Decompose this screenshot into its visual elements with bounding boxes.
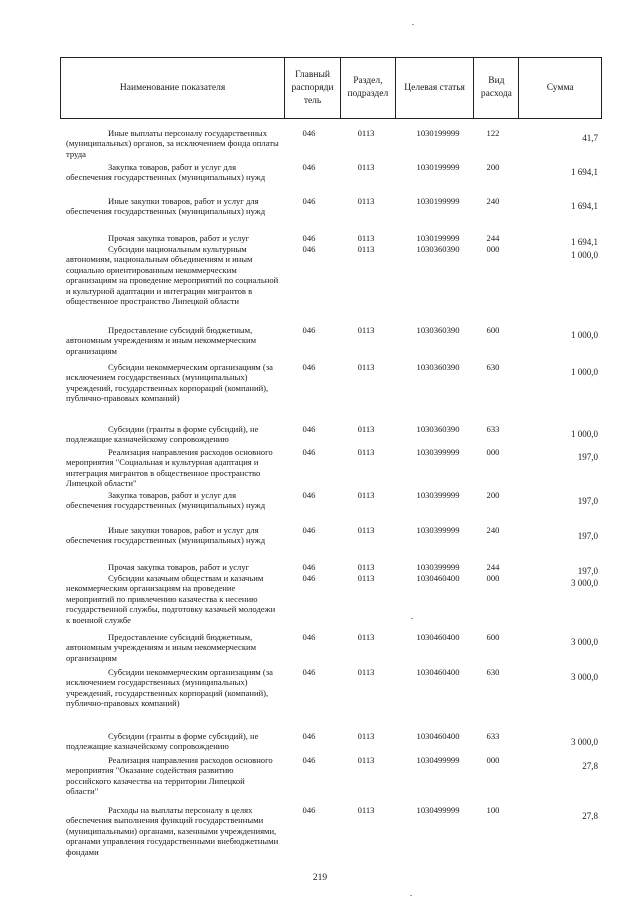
row-vid: 240 [486,196,500,206]
row-summa: 1 000,0 [571,250,598,260]
row-vid: 000 [486,244,500,254]
row-celevaya: 1030460400 [416,667,460,677]
row-celevaya: 1030199999 [416,128,460,138]
row-celevaya: 1030199999 [416,196,460,206]
row-vid: 630 [486,362,500,372]
row-celevaya: 1030360390 [416,362,460,372]
row-summa: 1 694,1 [571,237,598,247]
header-glavny: Главный распоряди тель [285,58,341,118]
row-name: Субсидии некоммерческим организациям (за исключением государственных (муниципальных) учреждений, государственных корпораций (компаний), публично-правовых компаний) [66,362,273,404]
header-razdel: Раздел, подраздел [341,58,396,118]
row-celevaya: 1030460400 [416,632,460,642]
row-razdel: 0113 [357,196,375,206]
row-glavny: 046 [302,667,316,677]
row-vid: 000 [486,755,500,765]
row-summa: 197,0 [577,566,598,576]
row-vid: 600 [486,325,500,335]
row-razdel: 0113 [357,424,375,434]
row-glavny: 046 [302,573,316,583]
row-glavny: 046 [302,424,316,434]
row-razdel: 0113 [357,755,375,765]
row-celevaya: 1030199999 [416,233,460,243]
row-summa: 3 000,0 [571,672,598,682]
row-summa: 1 000,0 [571,429,598,439]
row-summa: 197,0 [577,452,598,462]
row-celevaya: 1030460400 [416,573,460,583]
row-celevaya: 1030360390 [416,325,460,335]
page-number: 219 [312,873,328,883]
row-name: Субсидии некоммерческим организациям (за исключением государственных (муниципальных) учреждений, государственных корпораций (компаний), публично-правовых компаний) [66,667,273,709]
row-summa: 3 000,0 [571,637,598,647]
row-summa: 1 694,1 [571,167,598,177]
row-name: Иные выплаты персоналу государственных (муниципальных) органов, за исключением фонда оплаты труда [66,128,279,159]
row-summa: 197,0 [577,496,598,506]
header-vid: Вид расхода [474,58,519,118]
row-name: Расходы на выплаты персоналу в целях обеспечения выполнения функций государственными (муниципальными) органами, казенными учреждениями, органами управления государственными внебюджетными фондами [66,805,279,857]
row-summa: 197,0 [577,531,598,541]
scan-speck [412,24,414,25]
row-glavny: 046 [302,731,316,741]
row-glavny: 046 [302,805,316,815]
row-razdel: 0113 [357,162,375,172]
row-summa: 1 000,0 [571,330,598,340]
row-glavny: 046 [302,632,316,642]
row-razdel: 0113 [357,805,375,815]
row-name: Субсидии (гранты в форме субсидий), не подлежащие казначейскому сопровождению [66,731,259,752]
row-summa: 3 000,0 [571,737,598,747]
row-razdel: 0113 [357,573,375,583]
row-celevaya: 1030399999 [416,562,460,572]
row-name: Реализация направления расходов основного мероприятия "Оказание содействия развитию российского казачества на территории Липецкой области" [66,755,273,797]
row-vid: 633 [486,424,500,434]
row-celevaya: 1030399999 [416,525,460,535]
row-razdel: 0113 [357,325,375,335]
table-header [60,57,602,119]
row-razdel: 0113 [357,233,375,243]
row-razdel: 0113 [357,562,375,572]
row-vid: 000 [486,573,500,583]
row-name: Предоставление субсидий бюджетным, автономным учреждениям и иным некоммерческим организациям [66,632,257,663]
row-glavny: 046 [302,447,316,457]
row-vid: 240 [486,525,500,535]
row-razdel: 0113 [357,244,375,254]
row-glavny: 046 [302,128,316,138]
header-name: Наименование показателя [61,58,285,118]
row-razdel: 0113 [357,525,375,535]
row-vid: 630 [486,667,500,677]
row-summa: 27,8 [582,811,598,821]
row-glavny: 046 [302,325,316,335]
scan-speck [410,895,412,896]
row-vid: 100 [486,805,500,815]
row-glavny: 046 [302,562,316,572]
row-summa: 41,7 [582,133,598,143]
header-summa: Сумма [546,82,574,93]
row-celevaya: 1030399999 [416,490,460,500]
row-name: Предоставление субсидий бюджетным, автономным учреждениям и иным некоммерческим организациям [66,325,257,356]
row-celevaya: 1030499999 [416,805,460,815]
row-vid: 600 [486,632,500,642]
row-name: Прочая закупка товаров, работ и услуг [108,233,250,243]
row-celevaya: 1030360390 [416,244,460,254]
row-vid: 122 [486,128,500,138]
row-razdel: 0113 [357,447,375,457]
row-summa: 3 000,0 [571,578,598,588]
row-glavny: 046 [302,244,316,254]
row-glavny: 046 [302,755,316,765]
row-celevaya: 1030360390 [416,424,460,434]
row-vid: 000 [486,447,500,457]
row-celevaya: 1030199999 [416,162,460,172]
row-vid: 244 [486,562,500,572]
row-razdel: 0113 [357,490,375,500]
row-name: Иные закупки товаров, работ и услуг для обеспечения государственных (муниципальных) нужд [66,525,266,546]
row-razdel: 0113 [357,362,375,372]
row-name: Закупка товаров, работ и услуг для обеспечения государственных (муниципальных) нужд [66,490,266,511]
row-vid: 244 [486,233,500,243]
row-vid: 633 [486,731,500,741]
row-razdel: 0113 [357,632,375,642]
row-razdel: 0113 [357,128,375,138]
row-glavny: 046 [302,233,316,243]
row-summa: 27,8 [582,761,598,771]
row-celevaya: 1030499999 [416,755,460,765]
row-vid: 200 [486,162,500,172]
row-summa: 1 694,1 [571,201,598,211]
row-razdel: 0113 [357,731,375,741]
row-name: Закупка товаров, работ и услуг для обеспечения государственных (муниципальных) нужд [66,162,266,183]
row-celevaya: 1030399999 [416,447,460,457]
scan-speck [411,618,413,619]
row-name: Реализация направления расходов основного мероприятия "Социальная и культурная адаптация и интеграция мигрантов в общественное пространство Липецкой области" [66,447,273,489]
row-celevaya: 1030460400 [416,731,460,741]
row-glavny: 046 [302,525,316,535]
row-summa: 1 000,0 [571,367,598,377]
row-name: Прочая закупка товаров, работ и услуг [108,562,250,572]
row-glavny: 046 [302,162,316,172]
row-razdel: 0113 [357,667,375,677]
row-name: Субсидии казачьим обществам и казачьим некоммерческим организациям на проведение мероприятий по привлечению казачества к несению государственной службы, подготовку казачьей молодежи к военной службе [66,573,276,625]
header-celevaya: Целевая статья [396,58,475,118]
row-name: Субсидии (гранты в форме субсидий), не подлежащие казначейскому сопровождению [66,424,259,445]
row-vid: 200 [486,490,500,500]
row-glavny: 046 [302,362,316,372]
row-name: Субсидии национальным культурным автономиям, национальным объединениям и иным социально ориентированным некоммерческим организациям на проведение мероприятий по социальной и культурной адаптации и интеграции мигрантов в общественное пространство Липецкой области [66,244,279,307]
row-glavny: 046 [302,490,316,500]
row-name: Иные закупки товаров, работ и услуг для обеспечения государственных (муниципальных) нужд [66,196,266,217]
row-glavny: 046 [302,196,316,206]
